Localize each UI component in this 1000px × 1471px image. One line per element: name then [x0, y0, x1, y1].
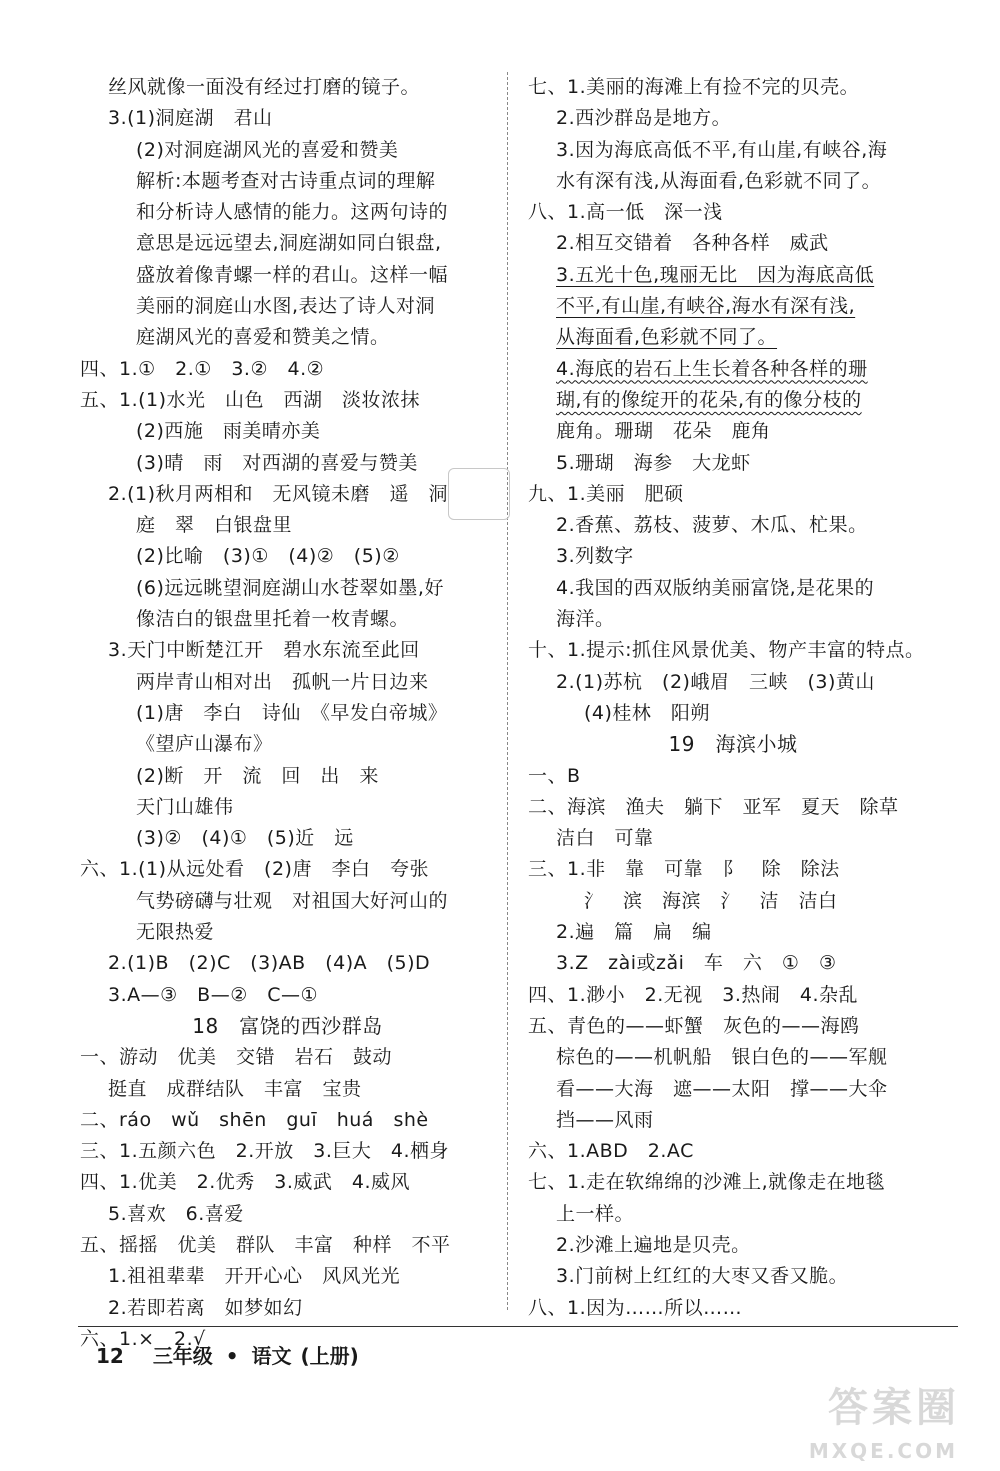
answer-line: 《望庐山瀑布》	[136, 733, 273, 756]
answer-line: 3.Z zài或zǎi 车 六 ① ③	[556, 952, 837, 975]
answer-line: 挡——风雨	[556, 1108, 654, 1131]
footer-rule	[78, 1326, 958, 1327]
answer-line: 2.(1)B (2)C (3)AB (4)A (5)D	[108, 952, 431, 975]
answer-line: (2)比喻 (3)① (4)② (5)②	[136, 545, 400, 568]
answer-line: 水有深有浅,从海面看,色彩就不同了。	[556, 169, 882, 192]
volume-label: (上册)	[300, 1344, 359, 1368]
answer-line: 2.(1)秋月两相和 无风镜未磨 遥 洞	[108, 482, 449, 505]
answer-line: (6)远远眺望洞庭湖山水苍翠如墨,好	[136, 576, 444, 599]
page-number: 12	[96, 1344, 124, 1368]
answer-line: 解析:本题考查对古诗重点词的理解	[136, 169, 436, 192]
answer-line: 2.(1)苏杭 (2)峨眉 三峡 (3)黄山	[556, 670, 875, 693]
answer-line: (3)② (4)① (5)近 远	[136, 827, 354, 850]
answer-line: 1.祖祖辈辈 开开心心 风风光光	[108, 1265, 401, 1288]
answer-line: 意思是远远望去,洞庭湖如同白银盘,	[136, 232, 442, 255]
answer-line: 从海面看,色彩就不同了。	[556, 326, 778, 349]
watermark-url: MXQE.COM	[808, 1439, 958, 1463]
answer-line: 一、B	[528, 764, 581, 787]
answer-line: 3.A—③ B—② C—①	[108, 983, 319, 1006]
answer-line: 海洋。	[556, 608, 615, 631]
answer-line: 看——大海 遮——太阳 撑——大伞	[556, 1077, 888, 1100]
answer-line: 七、1.美丽的海滩上有捡不完的贝壳。	[528, 76, 860, 98]
grade-label: 三年级	[152, 1344, 213, 1368]
answer-line: 天门山雄伟	[136, 795, 234, 818]
answer-line: 2.若即若离 如梦如幻	[108, 1296, 303, 1319]
section-title: 19 海滨小城	[668, 732, 798, 757]
answer-line: 4.海底的岩石上生长着各种各样的珊	[556, 357, 868, 380]
answer-line: 不平,有山崖,有峡谷,海水有深有浅,	[556, 295, 856, 318]
answer-line: 3.天门中断楚江开 碧水东流至此回	[108, 639, 420, 662]
answer-line: 像洁白的银盘里托着一枚青螺。	[136, 608, 410, 631]
answer-line: 十、1.提示:抓住风景优美、物产丰富的特点。	[528, 639, 925, 662]
answer-line: 四、1.① 2.① 3.② 4.②	[80, 357, 325, 380]
answer-line: 鹿角。珊瑚 花朵 鹿角	[556, 420, 771, 443]
answer-line: 庭 翠 白银盘里	[136, 514, 293, 537]
separator-dot: •	[225, 1344, 239, 1368]
answer-line: 二、海滨 渔夫 躺下 亚军 夏天 除草	[528, 795, 899, 818]
answer-line: 3.因为海底高低不平,有山崖,有峡谷,海	[556, 138, 888, 161]
answer-line: 四、1.优美 2.优秀 3.威武 4.威风	[80, 1171, 411, 1194]
watermark-logo: 答案圈	[828, 1385, 960, 1431]
page-footer	[96, 1340, 381, 1369]
answer-line: 2.西沙群岛是地方。	[556, 107, 732, 130]
answer-line: 4.我国的西双版纳美丽富饶,是花果的	[556, 576, 875, 599]
answer-line: 六、1.(1)从远处看 (2)唐 李白 夸张	[80, 858, 429, 881]
answer-line: 无限热爱	[136, 921, 215, 944]
section-title: 18 富饶的西沙群岛	[192, 1013, 383, 1038]
answer-line: 和分析诗人感情的能力。这两句诗的	[136, 201, 449, 224]
answer-line: 丝风就像一面没有经过打磨的镜子。	[108, 76, 421, 98]
answer-line: 上一样。	[556, 1202, 635, 1225]
answer-line: 四、1.渺小 2.无视 3.热闹 4.杂乱	[528, 983, 859, 1006]
answer-line: 洁白 可靠	[556, 827, 654, 850]
subject-label: 语文	[251, 1344, 292, 1368]
answer-line: 八、1.因为……所以……	[528, 1296, 743, 1319]
answer-line: (2)对洞庭湖风光的喜爱和赞美	[136, 138, 399, 161]
answer-line: (2)断 开 流 回 出 来	[136, 764, 379, 787]
answer-line: 六、1.× 2.√	[80, 1327, 206, 1350]
answer-line: (4)桂林 阳朔	[584, 701, 710, 724]
answer-line: 2.香蕉、荔枝、菠萝、木瓜、杧果。	[556, 514, 868, 537]
answer-line: 美丽的洞庭山水图,表达了诗人对洞	[136, 295, 436, 318]
left-column	[80, 72, 495, 1355]
right-column	[528, 72, 938, 1324]
answer-line: (3)晴 雨 对西湖的喜爱与赞美	[136, 451, 418, 474]
answer-line: 六、1.ABD 2.AC	[528, 1140, 694, 1163]
answer-line: 2.相互交错着 各种各样 威武	[556, 232, 829, 255]
answer-line: 五、1.(1)水光 山色 西湖 淡妆浓抹	[80, 388, 421, 411]
answer-line: (2)西施 雨美晴亦美	[136, 420, 321, 443]
answer-line: 3.五光十色,瑰丽无比 因为海底高低	[556, 263, 875, 286]
answer-line: 三、1.五颜六色 2.开放 3.巨大 4.栖身	[80, 1140, 450, 1163]
answer-line: 3.门前树上红红的大枣又香又脆。	[556, 1265, 849, 1288]
answer-line: 七、1.走在软绵绵的沙滩上,就像走在地毯	[528, 1171, 886, 1194]
answer-line: 5.珊瑚 海参 大龙虾	[556, 451, 751, 474]
answer-line: 五、摇摇 优美 群队 丰富 种样 不平	[80, 1233, 451, 1256]
answer-line: 3.列数字	[556, 545, 634, 568]
faint-stamp	[448, 468, 510, 520]
answer-line: 二、ráo wǔ shēn guī huá shè	[80, 1108, 429, 1131]
answer-line: 庭湖风光的喜爱和赞美之情。	[136, 326, 390, 349]
answer-line: 挺直 成群结队 丰富 宝贵	[108, 1077, 362, 1100]
answer-line: 两岸青山相对出 孤帆一片日边来	[136, 670, 429, 693]
answer-line: 五、青色的——虾蟹 灰色的——海鸥	[528, 1014, 860, 1037]
answer-line: (1)唐 李白 诗仙 《早发白帝城》	[136, 701, 448, 724]
answer-line: 氵 滨 海滨 氵 洁 洁白	[584, 889, 838, 912]
answer-line: 九、1.美丽 肥硕	[528, 482, 684, 505]
answer-line: 一、游动 优美 交错 岩石 鼓动	[80, 1046, 393, 1069]
answer-line: 八、1.高一低 深一浅	[528, 201, 723, 224]
answer-line: 瑚,有的像绽开的花朵,有的像分枝的	[556, 388, 862, 411]
answer-line: 盛放着像青螺一样的君山。这样一幅	[136, 263, 449, 286]
answer-line: 气势磅礴与壮观 对祖国大好河山的	[136, 889, 449, 912]
answer-line: 5.喜欢 6.喜爱	[108, 1202, 244, 1225]
answer-line: 棕色的——机帆船 银白色的——军舰	[556, 1046, 888, 1069]
answer-line: 3.(1)洞庭湖 君山	[108, 107, 273, 130]
column-divider	[507, 72, 508, 1310]
answer-line: 2.沙滩上遍地是贝壳。	[556, 1233, 751, 1256]
answer-line: 2.遍 篇 扁 编	[556, 921, 712, 944]
answer-line: 三、1.非 靠 可靠 阝 除 除法	[528, 858, 840, 881]
